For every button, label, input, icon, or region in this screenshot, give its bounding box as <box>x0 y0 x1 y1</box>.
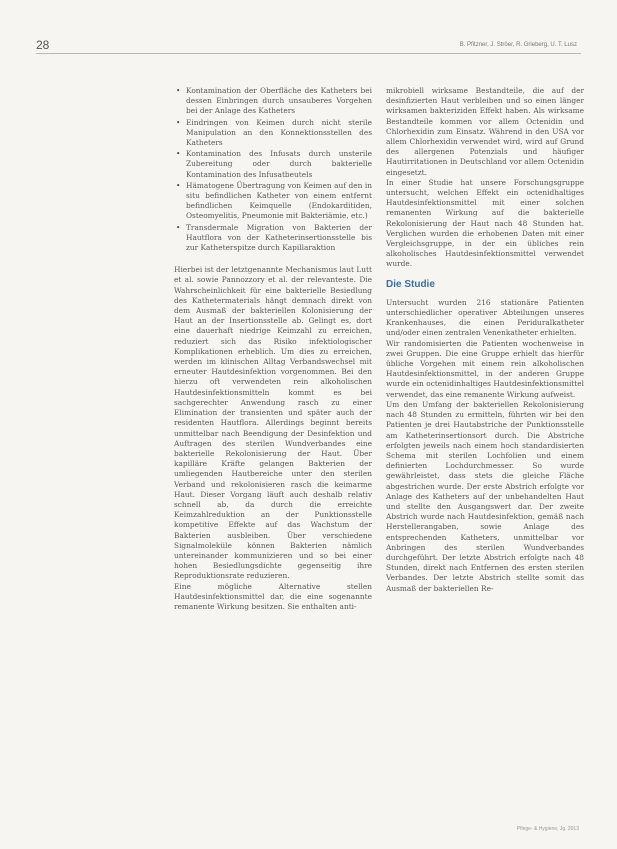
body-paragraph: Um den Umfang der bakteriellen Rekolonisierung nach 48 Stunden zu ermitteln, führten wir bei den Patienten je drei Hautabstriche der Punktionsstelle am Katheterinsertionsort durch. Die Abstriche erfolgten jeweils nach einem hoch standardisierten Schema mit sterilen Lochfolien und einem definierten Lochdurchmesser. So wurde gewährleistet, dass stets die gleiche Fläche abgestrichen wurde. Der erste Abstrich erfolgte vor Anlage des Katheters auf der unbehandelten Haut und stellte den Ausgangswert dar. Der zweite Abstrich wurde nach Hautdesinfektion, gemäß nach Herstellerangaben, sowie Anlage des entsprechenden Katheters, unmittelbar vor Anbringen des sterilen Wundverbandes durchgeführt. Der letzte Abstrich erfolgte nach 48 Stunden, direkt nach Entfernen des ersten sterilen Verbandes. Der letzte Abstrich stellte somit das Ausmaß der bakteriellen Re- <box>386 399 584 593</box>
page-number: 28 <box>36 38 50 52</box>
bullet-item: • Hämatogene Übertragung von Keimen auf den in situ befindlichen Katheter von einem entfernt befindlichen Keimquelle (Endokarditiden, Osteomyelitis, Pneumonie mit Bakteriämie, etc.) <box>186 181 372 222</box>
body-paragraph: Untersucht wurden 216 stationäre Patienten unterschiedlicher operativer Abteilungen unseres Krankenhauses, die einen Periduralkatheter und/oder einen zentralen Venenkatheter erhielten. <box>386 297 584 338</box>
right-column <box>386 86 584 594</box>
spacer <box>174 254 372 265</box>
body-paragraph: Wir randomisierten die Patienten wochenweise in zwei Gruppen. Die eine Gruppe erhielt das hierfür übliche Vorgehen mit einem rein alkoholischen Hautdesinfektionsmittel, in der anderen Gruppe wurde ein octenidinhaltiges Hautdesinfektionsmittel verwendet, das eine remanente Wirkung aufweist. <box>386 338 584 399</box>
body-paragraph: In einer Studie hat unsere Forschungsgruppe untersucht, welchen Effekt ein octenidhaltiges Hautdesinfektionsmittel mit einer solchen remanenten Wirkung auf die bakterielle Rekolonisierung der Haut nach 48 Stunden hat. Verglichen wurden die erhobenen Daten mit einer Vergleichsgruppe, in der ein übliches rein alkoholisches Hautdesinfektionsmittel verwendet wurde. <box>386 177 584 269</box>
bullet-item: • Eindringen von Keimen durch nicht sterile Manipulation an den Konnektionsstellen des Katheters <box>186 118 372 149</box>
body-paragraph: mikrobiell wirksame Bestandteile, die auf der desinfizierten Haut verbleiben und so einen länger wirksamen bakteriziden Effekt haben. Als wirksame Bestandteile kommen vor allem Octenidin und Chlorhexidin zum Einsatz. Während in den USA vor allem Chlorhexidin verwendet wird, wird auf Grund des allergenen Potenzials und häufiger Hautirritationen in Deutschland vor allem Octenidin eingesetzt. <box>386 86 584 177</box>
left-column <box>174 86 372 612</box>
running-head: B. Pfitzner, J. Ströer, R. Grieberg, U. T. Lusz <box>459 42 577 48</box>
footer-text: Pflege- & Hygiene, Jg. 2013 <box>516 826 579 832</box>
bullet-list <box>174 86 372 253</box>
bullet-item: • Transdermale Migration von Bakterien der Hautflora von der Katheterinsertionsstelle bis zur Katheterspitze durch Kapillaraktion <box>186 223 372 254</box>
bullet-item: • Kontamination der Oberfläche des Katheters bei dessen Einbringen durch unsauberes Vorgehen bei der Anlage des Katheters <box>186 86 372 117</box>
body-paragraph: Eine mögliche Alternative stellen Hautdesinfektionsmittel dar, die eine sogenannte remanente Wirkung besitzen. Sie enthalten anti- <box>174 581 372 611</box>
section-title: Die Studie <box>386 278 435 290</box>
bullet-item: • Kontamination des Infusats durch unsterile Zubereitung oder durch bakterielle Kontamination des Infusatbeutels <box>186 149 372 180</box>
header-rule <box>36 53 581 54</box>
body-paragraph: Hierbei ist der letztgenannte Mechanismus laut Lutt et al. sowie Pannozzory et al. der relevanteste. Die Wahrscheinlichkeit für eine bakterielle Besiedlung des Kathetermaterials hängt demnach direkt von dem Ausmaß der bakteriellen Kolonisierung der Haut an der Insertionsstelle ab. Gelingt es, dort eine dauerhaft niedrige Keimzahl zu erreichen, reduziert sich das Risiko infektiologischer Komplikationen erheblich. Um dies zu erreichen, werden im klinischen Alltag Verbandswechsel mit erneuter Hautdesinfektion vorgenommen. Bei den hierzu oft verwendeten rein alkoholischen Hautdesinfektionsmitteln kommt es bei sachgerechter Anwendung rasch zu einer Elimination der transienten und später auch der residenten Hautflora. Allerdings beginnt bereits unmittelbar nach Beendigung der Desinfektion und Auftragen des sterilen Wundverbandes eine bakterielle Rekolonisierung der Haut. Über kapilläre Kräfte gelangen Bakterien der umliegenden Hautbereiche unter den sterilen Verband und rekolonisieren rasch die keimarme Haut. Dieser Vorgang läuft auch deshalb relativ schnell ab, da durch die erreichte Keimzahlreduktion an der Punktionsstelle kompetitive Effekte auf das Wachstum der Bakterien ausbleiben. Über verschiedene Signalmoleküle können Bakterien nämlich untereinander kommunizieren und so bei einer hohen Besiedlungsdichte gegenseitig ihre Reproduktionsrate reduzieren. <box>174 265 372 581</box>
